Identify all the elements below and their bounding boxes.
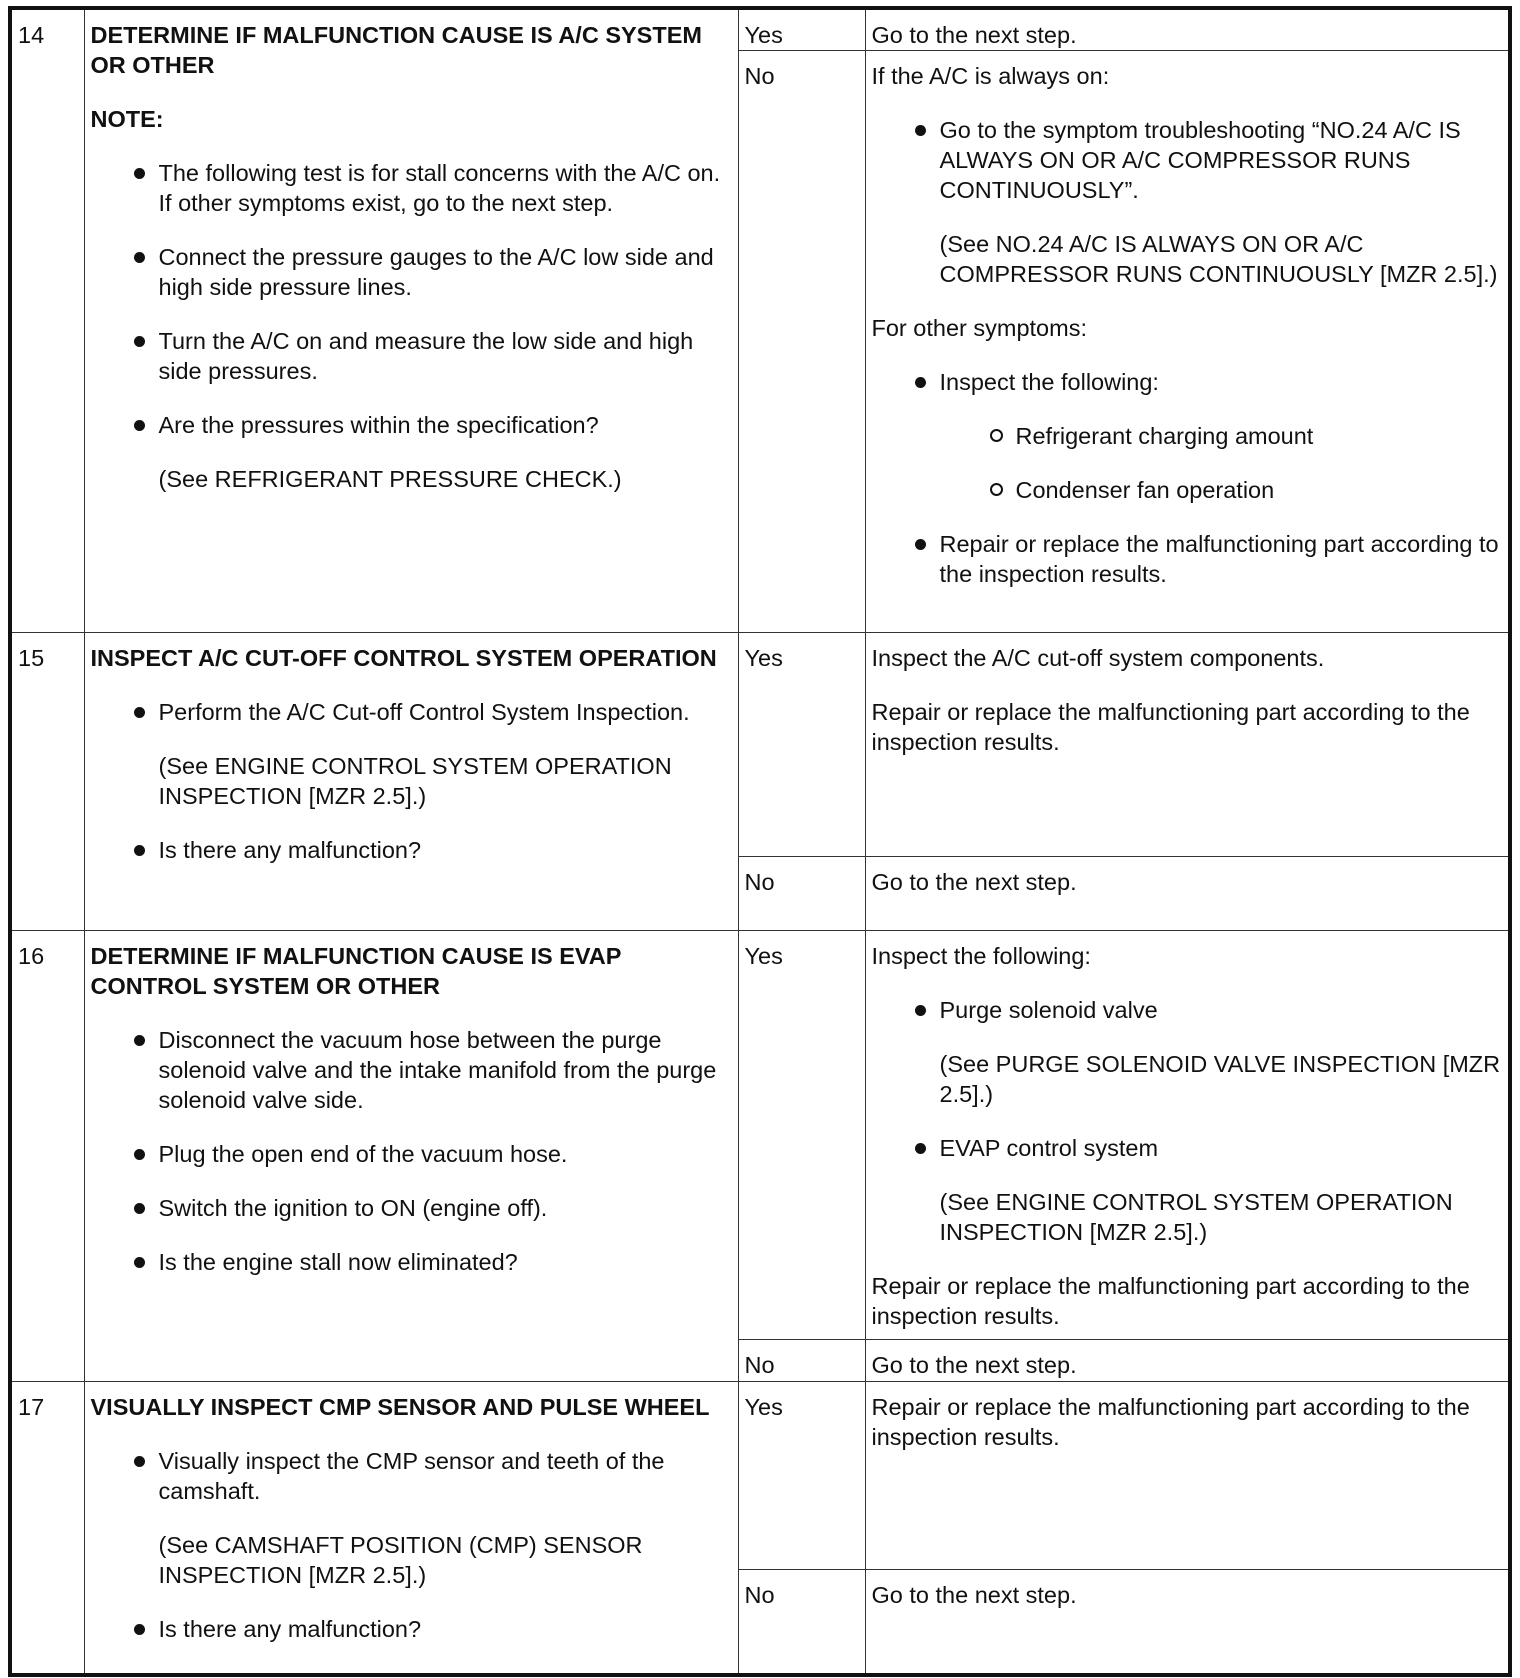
step-14-yes-row	[10, 8, 1510, 51]
no-intro: If the A/C is always on:	[871, 63, 1110, 89]
step-number: 14	[10, 8, 84, 633]
no-action: Go to the next step.	[865, 1570, 1510, 1675]
yes-action-line: Inspect the A/C cut-off system components.	[871, 645, 1325, 671]
list-item: Disconnect the vacuum hose between the purge solenoid valve and the intake manifold from the purge solenoid valve side.	[91, 1025, 732, 1115]
list-item: Turn the A/C on and measure the low side and high side pressures.	[91, 326, 732, 386]
yes-intro: Inspect the following:	[871, 943, 1091, 969]
step-procedure	[84, 931, 738, 1382]
reference-text: (See NO.24 A/C IS ALWAYS ON OR A/C COMPRESSOR RUNS CONTINUOUSLY [MZR 2.5].)	[939, 231, 1498, 287]
yes-end: Repair or replace the malfunctioning part according to the inspection results.	[871, 1273, 1470, 1329]
reference-text: (See REFRIGERANT PRESSURE CHECK.)	[158, 466, 622, 492]
sub-list-item: Condenser fan operation	[872, 475, 1503, 505]
no-action: Go to the next step.	[865, 857, 1510, 931]
reference-text: (See ENGINE CONTROL SYSTEM OPERATION INSPECTION [MZR 2.5].)	[158, 753, 672, 809]
step-15-yes-row	[10, 633, 1510, 857]
troubleshooting-document	[8, 6, 1512, 1672]
step-procedure	[84, 1382, 738, 1675]
yes-label: Yes	[738, 633, 865, 857]
step-procedure	[84, 633, 738, 931]
step-16-yes-row	[10, 931, 1510, 1340]
list-item: Repair or replace the malfunctioning part according to the inspection results.	[872, 529, 1503, 589]
list-item: Is there any malfunction?	[91, 835, 732, 865]
reference-text: (See CAMSHAFT POSITION (CMP) SENSOR INSPECTION [MZR 2.5].)	[158, 1532, 643, 1588]
step-procedure	[84, 8, 738, 633]
step-title: DETERMINE IF MALFUNCTION CAUSE IS EVAP CONTROL SYSTEM OR OTHER	[90, 943, 622, 999]
list-item: Are the pressures within the specification?	[91, 410, 732, 440]
no-label: No	[738, 1340, 865, 1382]
list-item: Go to the symptom troubleshooting “NO.24 A/C IS ALWAYS ON OR A/C COMPRESSOR RUNS CONTINUOUSLY”.	[872, 115, 1503, 205]
step-number: 16	[10, 931, 84, 1382]
list-item: The following test is for stall concerns with the A/C on. If other symptoms exist, go to the next step.	[91, 158, 732, 218]
step-title: DETERMINE IF MALFUNCTION CAUSE IS A/C SYSTEM OR OTHER	[90, 22, 702, 78]
yes-action: Repair or replace the malfunctioning part according to the inspection results.	[865, 1382, 1510, 1570]
list-item: Is the engine stall now eliminated?	[91, 1247, 732, 1277]
reference-text: (See ENGINE CONTROL SYSTEM OPERATION INSPECTION [MZR 2.5].)	[939, 1189, 1453, 1245]
reference-text: (See PURGE SOLENOID VALVE INSPECTION [MZR 2.5].)	[939, 1051, 1501, 1107]
step-number: 15	[10, 633, 84, 931]
no-label: No	[738, 51, 865, 633]
step-title: VISUALLY INSPECT CMP SENSOR AND PULSE WHEEL	[90, 1394, 710, 1420]
yes-action-line: Repair or replace the malfunctioning part according to the inspection results.	[871, 699, 1470, 755]
list-item: Switch the ignition to ON (engine off).	[91, 1193, 732, 1223]
step-number: 17	[10, 1382, 84, 1675]
step-17-yes-row	[10, 1382, 1510, 1570]
list-item: Connect the pressure gauges to the A/C low side and high side pressure lines.	[91, 242, 732, 302]
no-action: Go to the next step.	[865, 1340, 1510, 1382]
step-title: INSPECT A/C CUT-OFF CONTROL SYSTEM OPERATION	[90, 645, 717, 671]
no-label: No	[738, 1570, 865, 1675]
other-symptoms: For other symptoms:	[871, 315, 1087, 341]
yes-label: Yes	[738, 1382, 865, 1570]
list-item: Plug the open end of the vacuum hose.	[91, 1139, 732, 1169]
sub-list-item: Refrigerant charging amount	[872, 421, 1503, 451]
yes-action	[865, 633, 1510, 857]
diagnostic-table	[8, 6, 1512, 1677]
list-item: Perform the A/C Cut-off Control System Inspection.	[91, 697, 732, 727]
list-item: Is there any malfunction?	[91, 1614, 732, 1644]
list-item: Inspect the following:	[872, 367, 1503, 397]
list-item: EVAP control system	[872, 1133, 1503, 1163]
yes-action	[865, 931, 1510, 1340]
list-item: Purge solenoid valve	[872, 995, 1503, 1025]
yes-action: Go to the next step.	[865, 8, 1510, 51]
no-action	[865, 51, 1510, 633]
list-item: Visually inspect the CMP sensor and teeth of the camshaft.	[91, 1446, 732, 1506]
no-label: No	[738, 857, 865, 931]
yes-label: Yes	[738, 931, 865, 1340]
yes-label: Yes	[738, 8, 865, 51]
note-label: NOTE:	[90, 106, 164, 132]
